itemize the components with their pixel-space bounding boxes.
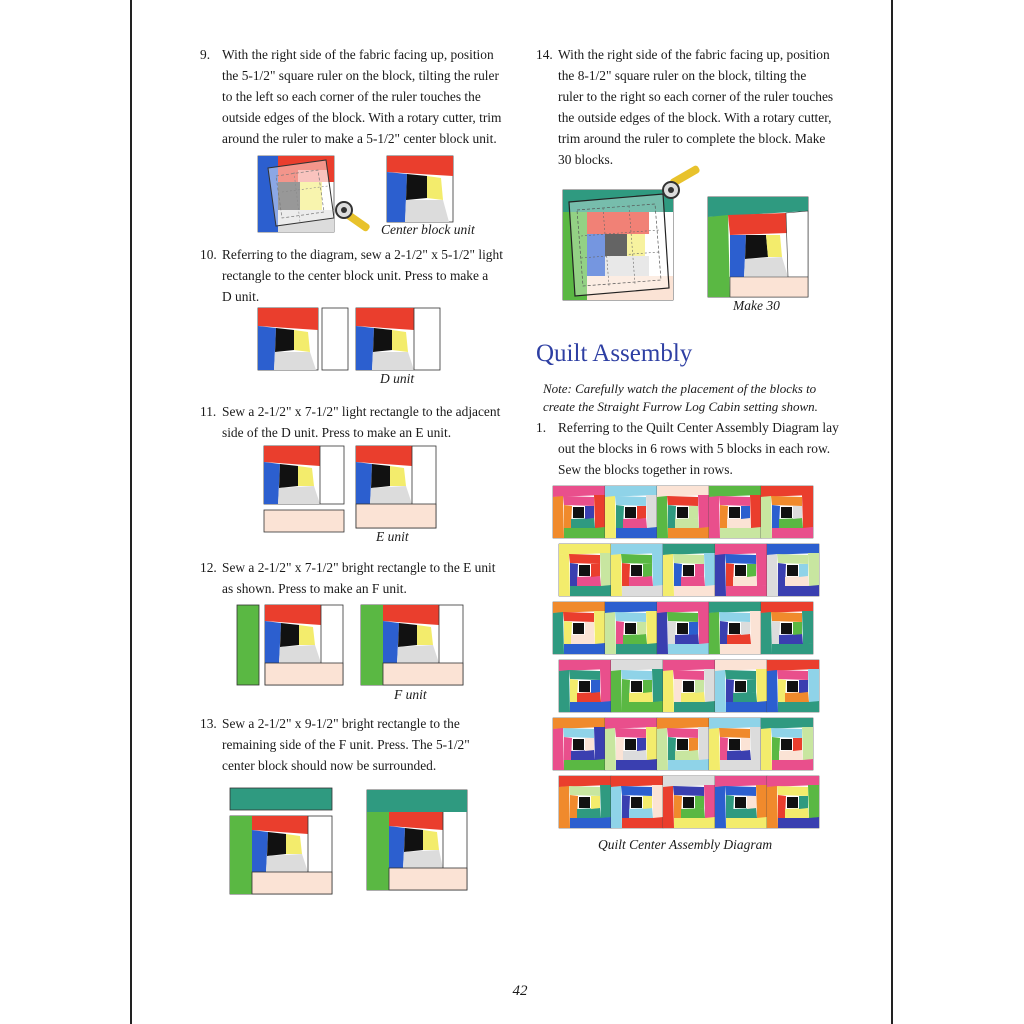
- quilt-block: [553, 718, 605, 770]
- step-number: 9.: [200, 47, 211, 62]
- quilt-block: [611, 544, 663, 596]
- step-line: center block should now be surrounded.: [222, 758, 437, 773]
- quilt-block: [553, 602, 605, 654]
- step-line: outside edges of the block. With a rotary cutter, trim: [222, 110, 502, 125]
- quilt-block: [605, 486, 657, 538]
- step-line: remaining side of the F unit. Press. The 5-1/2": [222, 737, 470, 752]
- quilt-block: [761, 486, 813, 538]
- quilt-block: [715, 776, 767, 828]
- step-line: Sew the blocks together in rows.: [558, 462, 733, 477]
- figure-e-unit-parts: [264, 446, 344, 532]
- figure-f-unit: [361, 605, 463, 685]
- figure-ruler-right: [563, 176, 703, 304]
- step-line: out the blocks in 6 rows with 5 blocks in each row.: [558, 441, 831, 456]
- quilt-block: [657, 602, 709, 654]
- step-number: 13.: [200, 716, 217, 731]
- section-heading: Quilt Assembly: [536, 340, 693, 367]
- note-line: create the Straight Furrow Log Cabin setting shown.: [543, 399, 818, 414]
- figure-final-parts: [230, 788, 332, 894]
- quilt-block: [611, 776, 663, 828]
- step-line: rectangle to the center block unit. Press to make a: [222, 268, 489, 283]
- step-line: Referring to the Quilt Center Assembly Diagram lay: [558, 420, 839, 435]
- quilt-block: [559, 544, 611, 596]
- step-number: 11.: [200, 404, 217, 419]
- caption-assembly-diagram: Quilt Center Assembly Diagram: [598, 837, 773, 852]
- step-line: Sew a 2-1/2" x 7-1/2" bright rectangle to the E unit: [222, 560, 496, 575]
- figure-ruler-left: [258, 156, 374, 234]
- quilt-block: [663, 776, 715, 828]
- quilt-block: [767, 544, 819, 596]
- caption-d-unit: D unit: [380, 371, 415, 386]
- step-line: Sew a 2-1/2" x 7-1/2" light rectangle to the adjacent: [222, 404, 501, 419]
- step-line: Referring to the diagram, sew a 2-1/2" x 5-1/2" light: [222, 247, 503, 262]
- page-number: 42: [512, 983, 528, 999]
- quilt-block: [761, 602, 813, 654]
- figure-d-unit-parts: [258, 308, 348, 370]
- quilt-block: [657, 718, 709, 770]
- quilt-center-assembly-diagram: [553, 486, 819, 832]
- quilt-block: [559, 776, 611, 828]
- quilt-block: [663, 660, 715, 712]
- caption-e-unit: E unit: [376, 529, 409, 544]
- quilt-block: [663, 544, 715, 596]
- step-line: to the left so each corner of the ruler touches the: [222, 89, 481, 104]
- quilt-block: [657, 486, 709, 538]
- caption-center-block-unit: Center block unit: [381, 222, 475, 237]
- figure-final-block: [367, 790, 467, 890]
- quilt-block: [559, 660, 611, 712]
- figure-center-block-unit: [387, 156, 453, 222]
- step-line: Sew a 2-1/2" x 9-1/2" bright rectangle to the: [222, 716, 460, 731]
- figure-e-unit: [356, 446, 436, 528]
- step-number: 12.: [200, 560, 217, 575]
- step-line: With the right side of the fabric facing up, position: [558, 47, 830, 62]
- quilt-block: [709, 602, 761, 654]
- quilt-block: [709, 718, 761, 770]
- quilt-block: [715, 660, 767, 712]
- quilt-block: [767, 660, 819, 712]
- step-line: D unit.: [222, 289, 260, 304]
- page-border-right: [891, 0, 893, 1024]
- quilt-block: [709, 486, 761, 538]
- page-border-left: [130, 0, 132, 1024]
- figure-f-unit-parts: [237, 605, 343, 685]
- step-line: the outside edges of the block. With a rotary cutter,: [558, 110, 832, 125]
- note-line: Note: Carefully watch the placement of the blocks to: [543, 381, 817, 396]
- step-line: trim around the ruler to complete the block. Make: [558, 131, 826, 146]
- quilt-block: [611, 660, 663, 712]
- step-line: the 5-1/2" square ruler on the block, tilting the ruler: [222, 68, 499, 83]
- step-number: 1.: [536, 420, 547, 435]
- quilt-block: [605, 602, 657, 654]
- assembly-note: [543, 380, 818, 416]
- caption-f-unit: F unit: [394, 687, 427, 702]
- step-number: 14.: [536, 47, 553, 62]
- step-line: the 8-1/2" square ruler on the block, tilting the: [558, 68, 807, 83]
- figure-completed-block: [708, 197, 808, 297]
- figure-d-unit: [356, 308, 440, 370]
- step-number: 10.: [200, 247, 217, 262]
- quilt-block: [767, 776, 819, 828]
- step-line: ruler to the right so each corner of the ruler touches: [558, 89, 834, 104]
- step-line: With the right side of the fabric facing up, position: [222, 47, 494, 62]
- step-line: side of the D unit. Press to make an E unit.: [222, 425, 452, 440]
- quilt-block: [715, 544, 767, 596]
- step-line: 30 blocks.: [558, 152, 614, 167]
- step-line: as shown. Press to make an F unit.: [222, 581, 407, 596]
- quilt-block: [761, 718, 813, 770]
- caption-make-30: Make 30: [733, 298, 780, 313]
- quilt-block: [553, 486, 605, 538]
- step-line: around the ruler to make a 5-1/2" center block unit.: [222, 131, 497, 146]
- quilt-block: [605, 718, 657, 770]
